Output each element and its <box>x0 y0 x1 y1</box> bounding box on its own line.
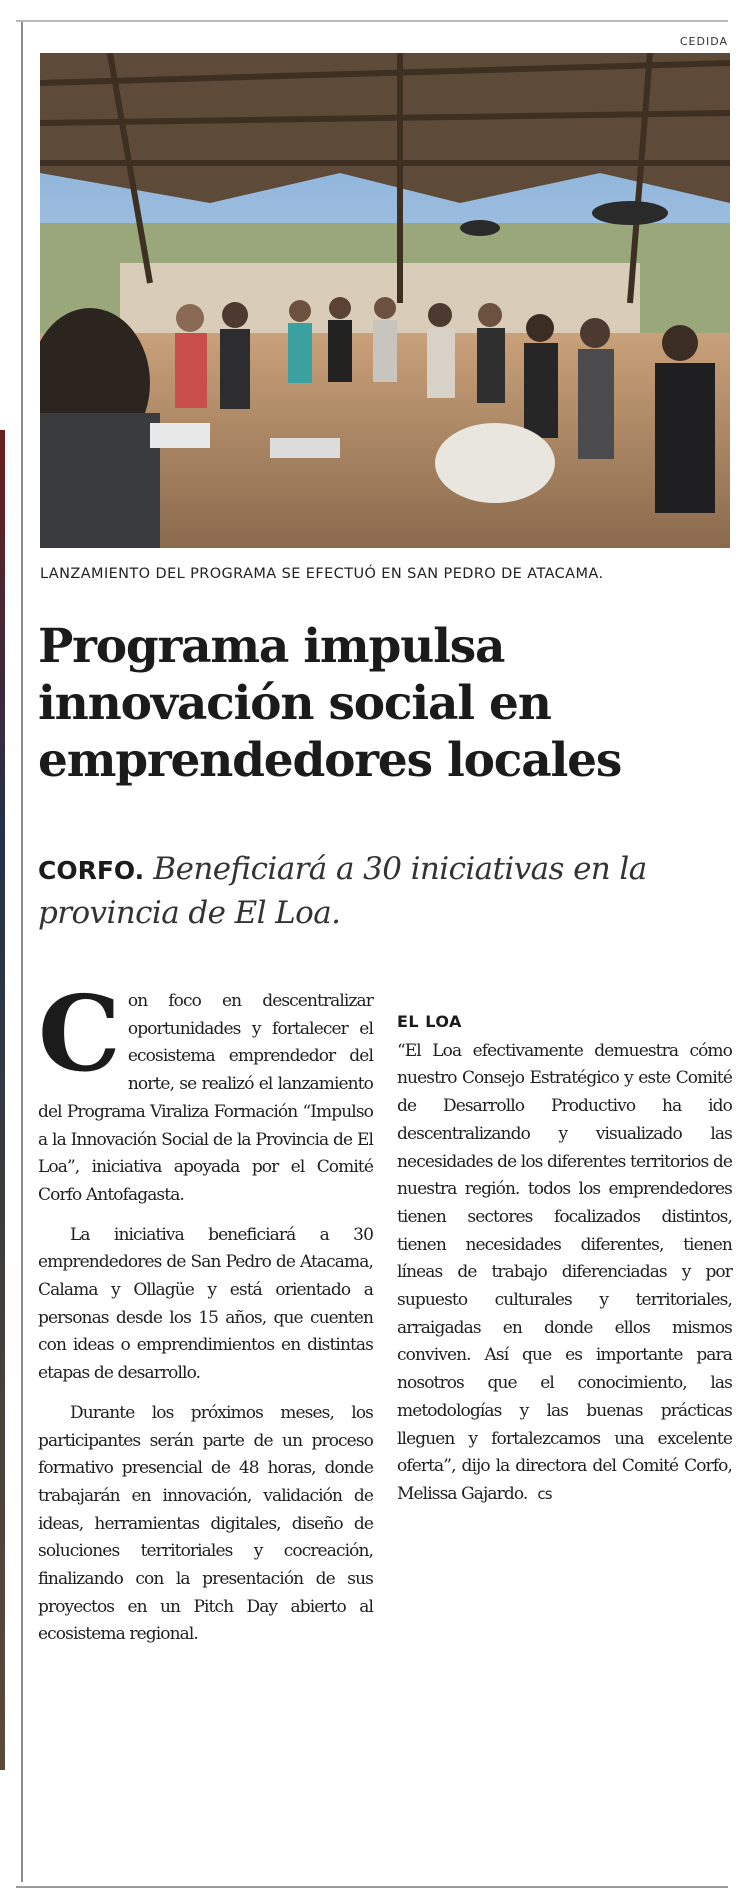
body-column-left <box>38 972 373 1649</box>
headline: Programa impulsa innovación social en emprendedores locales <box>38 619 622 788</box>
photo-illustration <box>40 53 730 548</box>
kicker <box>38 848 738 934</box>
drop-cap: C <box>38 972 120 1095</box>
bottom-rule <box>16 1886 728 1888</box>
article-photo <box>40 53 730 548</box>
kicker-text: Beneficiará a 30 iniciativas en la provincia de El Loa. <box>38 851 647 931</box>
body-column-right <box>397 988 732 1509</box>
end-mark-icon: cs <box>537 1484 552 1503</box>
paragraph-1-text: on foco en descentralizar oportunidades y fortalecer el ecosistema emprendedor del norte, se realizó el lanzamiento del Programa Viraliza Formación “Impulso a la Innovación Social de la Provincia de El Loa”, iniciativa apoyada por el Comité Corfo Antofagasta. <box>38 991 373 1205</box>
paragraph-3: Durante los próximos meses, los participantes serán parte de un proceso formativo presencial de 48 horas, donde trabajarán en innovación, validación de ideas, herramientas digitales, diseño de soluciones territoriales y cocreación, finalizando con la presentación de sus proyectos en un Pitch Day abierto al ecosistema regional. <box>38 1402 373 1645</box>
top-rule <box>16 20 728 22</box>
column-rule <box>21 22 23 1882</box>
paragraph-1 <box>38 972 373 1210</box>
paragraph-2: La iniciativa beneficiará a 30 emprendedores de San Pedro de Atacama, Calama y Ollagüe y está orientado a personas desde los 15 años, que cuenten con ideas o emprendimientos en distintas etapas de desarrollo. <box>38 1224 373 1384</box>
kicker-tag: CORFO. <box>38 856 145 885</box>
paragraph-4 <box>397 1038 732 1509</box>
adjacent-page-edge <box>0 430 5 1770</box>
photo-caption: LANZAMIENTO DEL PROGRAMA SE EFECTUÓ EN SAN PEDRO DE ATACAMA. <box>40 566 604 582</box>
paragraph-4-text: “El Loa efectivamente demuestra cómo nuestro Consejo Estratégico y este Comité de Desarrollo Productivo ha ido descentralizando y visualizado las necesidades de los diferentes territorios de nuestra región. todos los emprendedores tienen sectores focalizados distintos, tienen necesidades diferentes, tienen líneas de trabajo diferenciadas y por supuesto culturales y territoriales, arraigadas en donde ellos mismos conviven. Así que es importante para nosotros que el conocimiento, las metodologías y las buenas prácticas lleguen y fortalezcamos una excelente oferta”, dijo la directora del Comité Corfo, Melissa Gajardo. <box>397 1040 732 1504</box>
section-subhead: EL LOA <box>397 1012 462 1031</box>
photo-credit: CEDIDA <box>679 35 728 48</box>
